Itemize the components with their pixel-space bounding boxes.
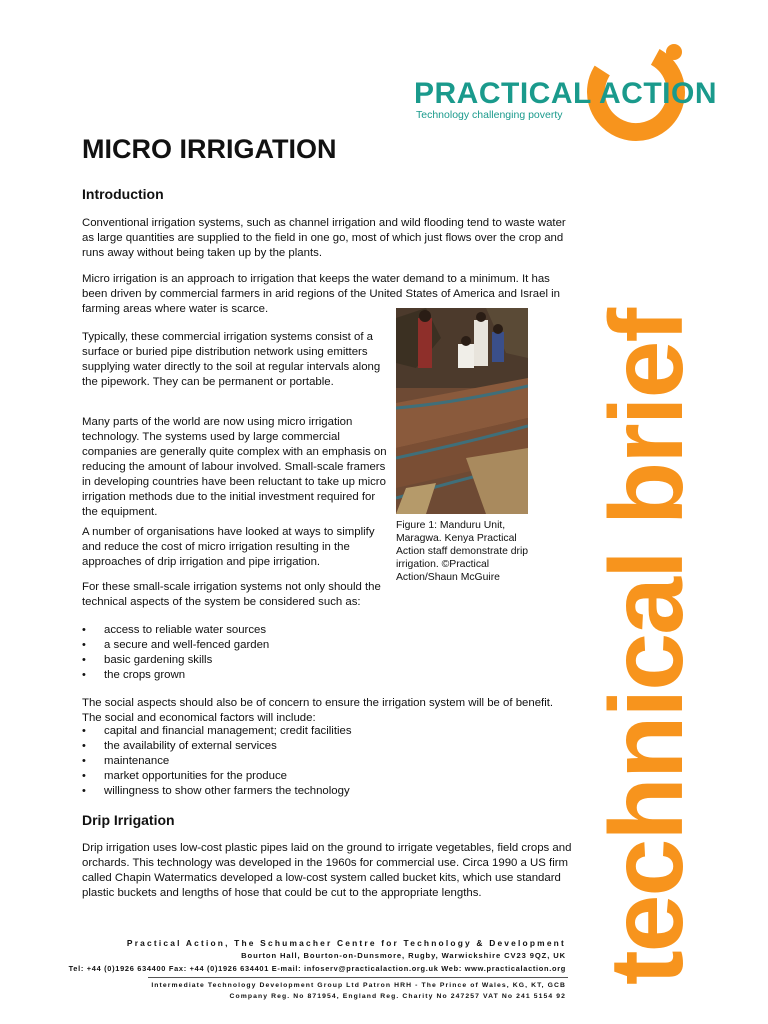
intro-paragraph-4: Many parts of the world are now using micro irrigation technology. The systems used by large commercial companies are generally quite complex with an emphasis on reducing the amount of labour involved. Small-scale framers in developing countries have been reluctant to take up micro irrigation methods due to the initial investment required for the equipment. [82, 416, 387, 518]
list-item: • basic gardening skills [82, 653, 269, 668]
section-heading-introduction: Introduction [82, 186, 164, 202]
list-item: • willingness to show other farmers the technology [82, 784, 352, 799]
technical-aspects-list [82, 623, 269, 683]
footer-contact: Tel: +44 (0)1926 634400 Fax: +44 (0)1926 634401 E-mail: infoserv@practicalaction.org.uk Web: www.practicalaction.org [68, 964, 566, 973]
list-item: • access to reliable water sources [82, 623, 269, 638]
list-item: • the crops grown [82, 668, 269, 683]
side-title: technical brief [589, 309, 705, 985]
footer-divider [148, 977, 568, 978]
intro-paragraph-6: For these small-scale irrigation systems not only should the technical aspects of the system be considered such as: [82, 581, 381, 608]
list-item: • capital and financial management; credit facilities [82, 724, 352, 739]
intro-paragraph-5: A number of organisations have looked at ways to simplify and reduce the cost of micro irrigation resulting in the approaches of drip irrigation and pipe irrigation. [82, 526, 375, 568]
page-title: MICRO IRRIGATION [82, 134, 337, 164]
footer-legal-2: Company Reg. No 871954, England Reg. Charity No 247257 VAT No 241 5154 92 [229, 993, 566, 1000]
brand-wordmark: PRACTICAL ACTION [414, 77, 717, 110]
list-item: • maintenance [82, 754, 352, 769]
footer-legal-1: Intermediate Technology Development Group Ltd Patron HRH - The Prince of Wales, KG, KT, GCB [151, 982, 566, 989]
intro-paragraph-3: Typically, these commercial irrigation systems consist of a surface or buried pipe distribution network using emitters supplying water directly to the soil at regular intervals along the pipework. They can be permanent or portable. [82, 331, 381, 388]
list-item: • market opportunities for the produce [82, 769, 352, 784]
brand-tagline: Technology challenging poverty [416, 109, 563, 121]
intro-paragraph-7: The social aspects should also be of concern to ensure the irrigation system will be of benefit. The social and economical factors will include: [82, 697, 554, 724]
list-item: • a secure and well-fenced garden [82, 638, 269, 653]
social-factors-list [82, 724, 352, 799]
footer-organisation: Practical Action, The Schumacher Centre for Technology & Development [126, 938, 566, 948]
section-heading-drip-irrigation: Drip Irrigation [82, 812, 175, 828]
figure-photo [396, 308, 528, 514]
intro-paragraph-1: Conventional irrigation systems, such as channel irrigation and wild flooding tend to waste water as large quantities are supplied to the field in one go, most of which just flows over the crop and runs away without being taken up by the plants. [82, 217, 566, 259]
footer-address: Bourton Hall, Bourton-on-Dunsmore, Rugby, Warwickshire CV23 9QZ, UK [241, 951, 566, 960]
figure-caption: Figure 1: Manduru Unit, Maragwa. Kenya Practical Action staff demonstrate drip irrigation. ©Practical Action/Shaun McGuire [396, 520, 529, 583]
intro-paragraph-2: Micro irrigation is an approach to irrigation that keeps the water demand to a minimum. It has been driven by commercial farmers in arid regions of the United States of America and Israel in farming areas where water is scarce. [82, 273, 561, 315]
list-item: • the availability of external services [82, 739, 352, 754]
drip-paragraph-1: Drip irrigation uses low-cost plastic pipes laid on the ground to irrigate vegetables, field crops and orchards. This technology was developed in the 1960s for commercial use. Circa 1990 a US firm called Chapin Watermatics developed a low-cost system called bucket kits, which use standard plastic buckets and lengths of hose that could be cut to the appropriate lengths. [82, 842, 572, 899]
